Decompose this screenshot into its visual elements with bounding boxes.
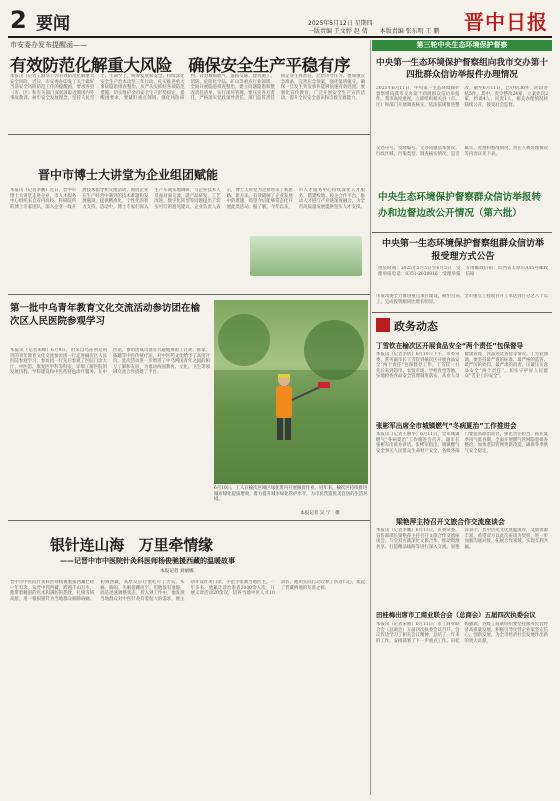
lead-body: 本报讯（记者王丽华）为有效防范化解重大安全风险，近日，市安委办印发了关于做好当前安全风险防范工作的提醒函，要求各县（市、区）和有关部门深刻汲取近期国内外事故教训，树牢安全发展理念，坚持人民至上、生命至上，统筹发展和安全，持续深化安全生产治本攻坚三年行动，扎实推进重大事故隐患排查整治，从严从实抓好各项防范措施，切实维护全市安全生产形势稳定。提醒函要求，要紧盯重点领域，强化风险研判，针对城镇燃气、道路交通、建筑施工、消防、危险化学品、矿山等重点行业领域，全面开展隐患排查整治，建立问题隐患和整改责任清单，实行闭环管理。要压实各方责任，严格落实党政领导责任、部门监管责任和企业主体责任，层层传导压力。要加强应急准备，完善应急预案，强化值班值守，确保一旦发生突发事件能够快速有效处置。要强化宣传教育，广泛开展安全生产宣传活动，提升全民安全意识和自救互救能力。 [10, 74, 365, 102]
dateline: 2025年5月12日 星期四 [308, 20, 373, 27]
section-marker-icon [376, 318, 390, 332]
editors-line: 一版责编 王文婷 赵 倩 本版责编 张东明 王 鹏 [308, 28, 440, 35]
feature-headline: 银针连山海 万里牵情缘 [50, 536, 213, 554]
inspection-table-note: 交办序号、受理编号、交办问题基本情况、行政区域、污染类型、调查核实情况、是否属实、处理和整改情况、责任人被处理情况等内容详见下表。 [376, 146, 548, 157]
feature-byline: 本报记者 刘丽娜 [160, 569, 194, 574]
inspection-headline: 中央第一生态环境保护督察组向我市交办第十四批群众信访举报件办理情况 [376, 58, 548, 80]
exchange-headline: 第一批中乌青年教育文化交流活动参访团在榆次区人民医院参观学习 [10, 303, 201, 327]
forum-headline: 晋中市博士大讲堂为企业组团赋能 [38, 168, 219, 182]
politics-item2-headline: 张彬军出席全市城镇燃气“冬病夏治”工作推进会 [376, 422, 517, 430]
disclosure-headline: 中央生态环境保护督察群众信访举报转办和边督边改公开情况（第六批） [378, 192, 542, 219]
photo-credit: 本报记者 吴 宁 摄 [300, 511, 340, 516]
masthead [8, 6, 552, 38]
photo-caption: 6月10日，工人在榆次区城区绿化带内开展修剪作业。近年来，榆次区持续推进城市绿化提质增效，着力提升城市绿化管护水平，为市民营造优美宜居的生活环境。 [214, 486, 368, 503]
lead-headline: 有效防范化解重大风险 确保安全生产平稳有序 [10, 56, 351, 75]
inspection-banner: 第三轮中央生态环境保护督察 [372, 40, 552, 51]
politics-item2-body: 本报讯（记者王丽华）6月11日，全市城镇燃气“冬病夏治”工作推进会召开。副市长张彬军出席并讲话。张彬军指出，城镇燃气安全事关人民群众生命财产安全，各级各部门要提高政治站位，强化责任担当，抓住夏季用气低谷期，全面开展燃气管网隐患排查整治，加快老旧管网更新改造，确保冬季供气安全稳定。 [376, 432, 548, 454]
divider [372, 312, 552, 313]
forum-body: 本报讯（记者李鹏）近日，晋中市博士大讲堂走进企业，市人才服务中心组织来自省内高校、科研院所的博士专家团队，深入企业一线开展技术指导和交流活动，围绕企业在生产经营中遇到的技术难题和发展瓶颈，提供精准化、个性化的智力支持。活动中，博士专家们深入生产车间实地调研，与企业技术人员面对面交流，就产品研发、工艺改进、数字化转型等问题提出了切实可行的意见建议。企业负责人表示，博士大讲堂为企业带来了新思路、新方法，有效破解了企业发展中的难题，希望今后能够常态化开展此类活动。据了解，今年以来，市人才服务中心持续深化人才服务，搭建校地、校企合作平台，推动人才链与产业链深度融合，为全市高质量发展提供坚实人才支撑。 [10, 188, 365, 210]
divider [8, 134, 370, 135]
section-name: 要闻 [36, 14, 70, 34]
exchange-body: 本报讯（记者朱峰）6月9日，由来自乌兹别克斯坦的青年教育文化交流参访团一行走进榆次区人民医院参观学习。参访团一行先后参观了医院门诊大厅、中医馆、康复医学科等科室，详细了解医院的发展历程、学科建设和中医药特色诊疗服务。在中医馆，参访团成员饶有兴趣地体验了针灸、推拿、拔罐等中医传统疗法，对中医药文化给予了高度评价。此次活动进一步增进了中乌两国青年之间的相互了解和友谊，为推动两国教育、文化、卫生等领域交流合作搭建了平台。 [10, 348, 210, 376]
politics-section-header: 政务动态 [394, 320, 438, 333]
gardening-photo [214, 300, 368, 484]
notice-headline: 中央第一生态环境保护督察组群众信访举报受理方式公告 [381, 239, 544, 262]
feature-body: 晋中市中医院针灸科医师杨俊驰援西藏已经一年有余。从晋中到西藏，跨越千山万水，他带着精湛的医术和满腔的热忱，扎根雪域高原，用一根根银针为当地群众解除病痛。初到西藏，高原反应让他吃尽了苦头，头痛、胸闷、失眠接踵而至。但他没有退缩，而是迅速调整状态，投入到工作中。他发现当地群众对中医针灸有着很大的需求，便主动开设针灸门诊，手把手带教当地医生。一年多来，他累计诊治患者2000余人次，开展义诊活动20余次，培养当地中医人才10余名。他用实际行动诠释了医者仁心，架起了晋藏两地的友谊之桥。 [10, 580, 365, 602]
politics-item4-headline: 田桂梅出席市工商业联合会（总商会）五届四次执委会议 [376, 611, 536, 619]
divider [8, 294, 370, 295]
divider [8, 520, 370, 521]
sidebar-brief: 市发改委全力推进重点项目建设，截至目前，全市重点工程项目开工率达到百分之八十以上，完成投资额同比增长明显。 [376, 294, 548, 305]
forum-illustration [250, 236, 362, 276]
politics-item3-body: 本报讯（记者李鹏）6月11日，市委常委、宣传部部长梁艳萍主持召开文旅合作交流座谈会。与会双方就深化文旅合作、推动资源共享、打造精品线路等进行深入交流。梁艳萍表示，晋中历史文化底蕴深厚，文旅资源丰富，希望双方以此次座谈为契机，进一步加强沟通对接，拓展合作领域，实现互利共赢。 [376, 528, 548, 550]
page-number: 2 [10, 6, 27, 34]
feature-subheadline: ——记晋中市中医院针灸科医师杨俊驰援西藏的温暖故事 [60, 557, 235, 565]
politics-item1-body: 本报讯（记者李倩）6月10日下午，市委常委、常务副市长丁雪钦到榆次区开展食品安全“两个责任”包保督导工作。丁雪钦一行先后来到超市、农贸市场、学校食堂等地，实地检查食品安全管理制度落实、从业人员健康管理、食品进货查验等情况。丁雪钦强调，要坚持最严谨的标准、最严格的监管、最严厉的处罚、最严肃的问责，压紧压实食品安全“两个责任”，切实守护好人民群众“舌尖上的安全”。 [376, 352, 548, 380]
lead-kicker: 市安委办发布提醒函—— [10, 41, 87, 49]
inspection-body: 2025年6月11日，中央第一生态环境保护督察组向我市交办第十四批群众信访举报件。我市高度重视，立即组织相关县（市、区）和部门开展调查核实，依法依规推进整改。截至6月11日，已办结36件，阶段办结5件。其中，责令整改24家，立案处罚2家，约谈4人，问责1人。相关办理情况将陆续公开，接受社会监督。 [376, 86, 548, 108]
photo-illustration [214, 300, 368, 484]
divider [372, 232, 552, 233]
politics-item3-headline: 梁艳萍主持召开文旅合作交流座谈会 [396, 518, 505, 526]
column-divider [370, 40, 371, 795]
politics-item4-body: 本报讯（记者宋丽）6月11日，市工商业联合会（总商会）五届四次执委会议召开。会议传达学习了相关会议精神，总结了一年来的工作，安排部署了下一步重点工作。田桂梅强调，各级工商联组织要坚持服务民营经济高质量发展，积极引导民营企业家坚定信心、创新发展，为全市经济社会发展作出新的更大贡献。 [376, 622, 548, 644]
politics-item1-headline: 丁雪钦在榆次区开展食品安全“两个责任”包保督导 [376, 342, 524, 350]
notice-body: 进驻时间：2025年5月5日至6月5日 受理举报电话：0351-2030916 受理举报专用邮政信箱：山西省太原市A15号邮政信箱 [378, 266, 548, 277]
paper-logo: 晋中日报 [464, 10, 548, 34]
